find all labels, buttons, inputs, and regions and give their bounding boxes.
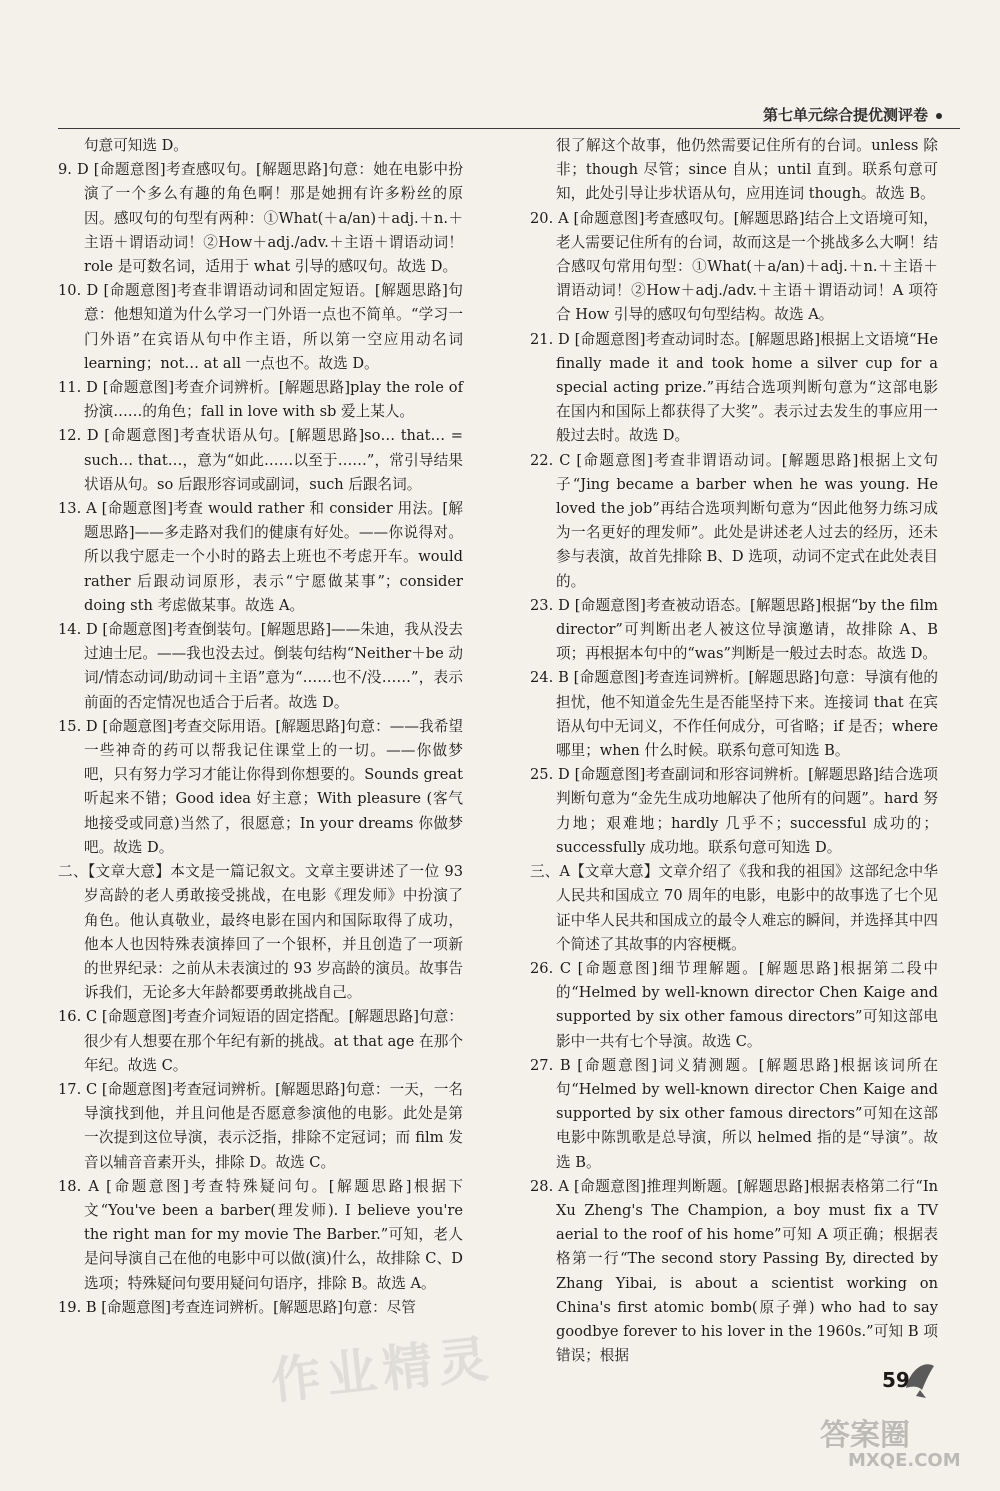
answer-item: 27. B [命题意图]词义猜测题。[解题思路]根据该词所在句“Helmed by well-known director Chen Kaige and supported by six other famous directors”可知在这部电影中陈凯歌是总导演，所以 helmed 指的是“导演”。故选 B。 — [530, 1056, 938, 1171]
answer-item: 13. A [命题意图]考查 would rather 和 consider 用法。[解题思路]——多走路对我们的健康有好处。——你说得对。所以我宁愿走一个小时的路去上班也不考虑开车。would rather 后跟动词原形，表示“宁愿做某事”；consider doing sth 考虑做某事。故选 A。 — [58, 500, 463, 614]
answer-item: 12. D [命题意图]考查状语从句。[解题思路]so… that… = such… that…，意为“如此……以至于……”，常引导结果状语从句。so 后跟形容词或副词，such 后跟名词。 — [58, 427, 463, 493]
answer-item: 24. B [命题意图]考查连词辨析。[解题思路]句意：导演有他的担忧，他不知道金先生是否能坚持下来。连接词 that 在宾语从句中无词义，不作任何成分，可省略；if 是否；where 哪里；when 什么时候。联系句意可知选 B。 — [530, 669, 938, 760]
page-number: 59 — [882, 1368, 910, 1392]
section-summary: 三、A【文章大意】文章介绍了《我和我的祖国》这部纪念中华人民共和国成立 70 周年的电影，电影中的故事选了七个见证中华人民共和国成立的最令人难忘的瞬间，并选择其中四个简述了其故事的内容梗概。 — [530, 863, 938, 953]
dolphin-icon — [900, 1350, 940, 1400]
answer-item: 10. D [命题意图]考查非谓语动词和固定短语。[解题思路]句意：他想知道为什么学习一门外语一点也不简单。“学习一门外语”在宾语从句中作主语，所以第一空应用动名词 learning；not… at all 一点也不。故选 D。 — [58, 282, 463, 372]
header-bullet-icon — [936, 113, 942, 119]
running-header: 第七单元综合提优测评卷 — [763, 104, 942, 125]
answer-item: 25. D [命题意图]考查副词和形容词辨析。[解题思路]结合选项判断句意为“金先生成功地解决了他所有的问题”。hard 努力地；艰难地；hardly 几乎不；successful 成功的；successfully 成功地。联系句意可知选 D。 — [530, 766, 938, 856]
answer-item: 19. B [命题意图]考查连词辨析。[解题思路]句意：尽管 — [58, 1298, 416, 1316]
site-url: MXQE.COM — [848, 1450, 961, 1471]
answer-item: 21. D [命题意图]考查动词时态。[解题思路]根据上文语境“He finally made it and took home a silver cup for a special acting prize.”再结合选项判断句意为“这部电影在国内和国际上都获得了大奖”。表示过去发生的事应用一般过去时。故选 D。 — [530, 330, 938, 445]
header-divider — [58, 128, 960, 129]
answer-item: 15. D [命题意图]考查交际用语。[解题思路]句意：——我希望一些神奇的药可以帮我记住课堂上的一切。——你做梦吧，只有努力学习才能让你得到你想要的。Sounds great 听起来不错；Good idea 好主意；With pleasure (客气地接受或同意)当然了，很愿意；In your dreams 你做梦吧。故选 D。 — [58, 717, 463, 856]
answer-item: 16. C [命题意图]考查介词短语的固定搭配。[解题思路]句意：很少有人想要在那个年纪有新的挑战。at that age 在那个年纪。故选 C。 — [58, 1008, 463, 1074]
answer-item: 22. C [命题意图]考查非谓语动词。[解题思路]根据上文句子“Jing became a barber when he was young. He loved the job”再结合选项判断句意为“因此他努力练习成为一名更好的理发师”。此处是讲述老人过去的经历，还未参与表演，故首先排除 B、D 选项，动词不定式在此处表目的。 — [530, 451, 938, 590]
section-summary: 二、【文章大意】本文是一篇记叙文。文章主要讲述了一位 93 岁高龄的老人勇敢接受挑战，在电影《理发师》中扮演了角色。他认真敬业，最终电影在国内和国际取得了成功，他本人也因特殊表演捧回了一个银杯，并且创造了一项新的世界纪录：之前从未表演过的 93 岁高龄的演员。故事告诉我们，无论多大年龄都要勇敢挑战自己。 — [58, 863, 463, 1002]
answer-item: 18. A [命题意图]考查特殊疑问句。[解题思路]根据下文“You've been a barber(理发师). I believe you're the right man for my movie The Barber.”可知，老人是问导演自己在他的电影中可以做(演)什么，故排除 C、D 选项；特殊疑问句要用疑问句语序，排除 B。故选 A。 — [58, 1177, 463, 1292]
answer-item: 9. D [命题意图]考查感叹句。[解题思路]句意：她在电影中扮演了一个多么有趣的角色啊！那是她拥有许多粉丝的原因。感叹句的句型有两种：①What(＋a/an)＋adj.＋n.＋主语＋谓语动词！②How＋adj./adv.＋主语＋谓语动词！role 是可数名词，适用于 what 引导的感叹句。故选 D。 — [58, 161, 463, 276]
answer-item: 26. C [命题意图]细节理解题。[解题思路]根据第二段中的“Helmed by well-known director Chen Kaige and supported by six other famous directors”可知这部电影中一共有七个导演。故选 C。 — [530, 959, 938, 1050]
answer-item: 28. A [命题意图]推理判断题。[解题思路]根据表格第二行“In Xu Zheng's The Champion, a boy must fix a TV aerial to the roof of his home”可知 A 项正确；根据表格第一行“The second story Passing By, directed by Zhang Yibai, is about a scientist working on China's first atomic bomb(原子弹) who had to say goodbye forever to his lover in the 1960s.”可知 B 项错误；根据 — [530, 1177, 938, 1365]
answer-item: 句意可知选 D。 — [84, 137, 188, 154]
answer-item: 17. C [命题意图]考查冠词辨析。[解题思路]句意：一天，一名导演找到他，并且问他是否愿意参演他的电影。此处是第一次提到这位导演，表示泛指，排除不定冠词；而 film 发音以辅音音素开头，排除 D。故选 C。 — [58, 1080, 463, 1171]
answer-item: 20. A [命题意图]考查感叹句。[解题思路]结合上文语境可知，老人需要记住所有的台词，故而这是一个挑战多么大啊！结合感叹句常用句型：①What(＋a/an)＋adj.＋n.＋主语＋谓语动词！②How＋adj./adv.＋主语＋谓语动词！A 项符合 How 引导的感叹句句型结构。故选 A。 — [530, 209, 938, 324]
answer-item: 23. D [命题意图]考查被动语态。[解题思路]根据“by the film director”可判断出老人被这位导演邀请，故排除 A、B 项；再根据本句中的“was”判断是一般过去时态。故选 D。 — [530, 596, 938, 663]
watermark-stamp: 作业精灵 — [268, 1329, 497, 1411]
site-logo: 答案圈 — [820, 1418, 910, 1453]
right-column — [530, 134, 938, 1368]
answer-item: 11. D [命题意图]考查介词辨析。[解题思路]play the role of 扮演……的角色；fall in love with sb 爱上某人。 — [58, 379, 463, 421]
left-column — [58, 134, 463, 1320]
answer-item: 14. D [命题意图]考查倒装句。[解题思路]——朱迪，我从没去过迪士尼。——我也没去过。倒装句结构“Neither＋be 动词/情态动词/助动词＋主语”意为“……也不/没……”，表示前面的否定情况也适合于后者。故选 D。 — [58, 621, 463, 711]
answer-item: 很了解这个故事，他仍然需要记住所有的台词。unless 除非；though 尽管；since 自从；until 直到。联系句意可知，此处引导让步状语从句，应用连词 though。故选 B。 — [556, 137, 938, 203]
